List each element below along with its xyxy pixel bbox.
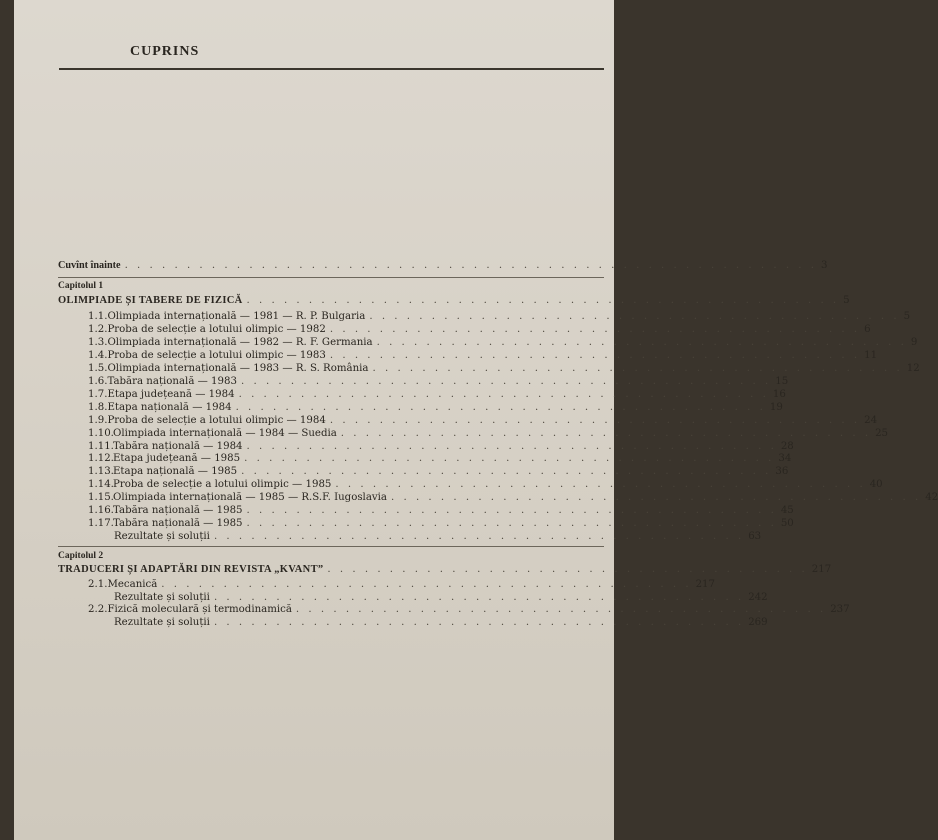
toc-entry-number: 1.16. xyxy=(88,505,114,517)
toc-entry xyxy=(88,504,794,517)
leader-dots: . . . . . . . . . . . . . . . . . . . . . . . . . . . . . . . . . . . . . . . . . . . xyxy=(213,591,745,603)
toc-entry xyxy=(88,349,878,362)
leader-dots: . . . . . . . . . . . . . . . . . . . . . . . . . . . . . . . . . . . . . . . . . . . xyxy=(213,531,745,543)
toc-page-number: 6 xyxy=(864,323,871,335)
toc-entry xyxy=(88,427,889,440)
chapter-label: Capitolul 2 xyxy=(58,551,104,561)
toc-entry-title: Etapa județeană — 1985 xyxy=(113,453,241,465)
divider xyxy=(58,277,604,278)
leader-dots: . . . . . . . . . . . . . . . . . . . . . . . . . . . . . . . . . . . . . . . . . . . xyxy=(372,362,903,374)
page-title: CUPRINS xyxy=(130,44,200,59)
toc-entry-title: Olimpiada internațională — 1984 — Suedia xyxy=(113,427,337,439)
toc-page-number: 237 xyxy=(830,604,850,615)
toc-entry-title: Rezultate și soluții xyxy=(114,591,210,603)
toc-entry-number: 1.2. xyxy=(88,323,108,335)
leader-dots: . . . . . . . . . . . . . . . . . . . . . . . . . . . . . . . . . . . . . . . . . . . xyxy=(329,414,861,426)
toc-page-number: 12 xyxy=(906,362,920,374)
leader-dots: . . . . . . . . . . . . . . . . . . . . . . . . . . . . . . . . . . . . . . . . . . . xyxy=(241,375,772,387)
toc-page-number: 28 xyxy=(780,440,794,452)
toc-page-number: 3 xyxy=(821,260,828,271)
toc-entry-number: 1.8. xyxy=(88,401,108,413)
toc-page-number: 45 xyxy=(780,505,794,517)
toc-entry-title: Olimpiada internațională — 1983 — R. S. România xyxy=(107,362,369,374)
toc-entry xyxy=(88,452,792,465)
toc-entry-title: Tabăra națională — 1983 xyxy=(107,375,237,387)
toc-entry-title: Etapa națională — 1984 xyxy=(107,401,232,413)
toc-entry-title: Mecanică xyxy=(107,579,158,590)
toc-page-number: 25 xyxy=(875,427,889,439)
toc-entry xyxy=(88,465,789,478)
toc-entry-title: Cuvînt înainte xyxy=(58,260,121,271)
toc-entry-title: Tabăra națională — 1985 xyxy=(113,518,243,530)
toc-entry-title: Olimpiada internațională — 1985 — R.S.F. Iugoslavia xyxy=(113,492,387,504)
leader-dots: . . . . . . . . . . . . . . . . . . . . . . . . . . . . . . . . . . . . . . . . . . . xyxy=(329,349,861,361)
leader-dots: . . . . . . . . . . . . . . . . . . . . . . . . . . . . . . . . . . . . . . . . . . . xyxy=(295,604,827,615)
toc-page-number: 42 xyxy=(925,492,938,504)
leader-dots: . . . . . . . . . . . . . . . . . . . . . . . . . . . . . . . . . . . . . . . . . . . xyxy=(340,427,872,439)
toc-entry-number: 1.11. xyxy=(88,440,114,452)
title-rule xyxy=(59,68,604,70)
chapter-title: TRADUCERI ȘI ADAPTĂRI DIN REVISTA „KVANT” xyxy=(58,564,324,575)
toc-entry xyxy=(88,517,794,530)
leader-dots: . . . . . . . . . . . . . . . . . . . . . . . . . . . . . . . . . . . . . . . . . . . xyxy=(238,388,769,400)
divider xyxy=(58,546,604,547)
toc-entry xyxy=(88,440,794,453)
toc-entry xyxy=(114,616,768,629)
toc-entry-title: Etapa națională — 1985 xyxy=(113,466,238,478)
toc-page-number: 36 xyxy=(775,466,789,478)
toc-page-number: 269 xyxy=(748,616,768,628)
toc-page-number: 16 xyxy=(772,388,786,400)
toc-entry-number: 1.4. xyxy=(88,349,108,361)
toc-page-number: 217 xyxy=(811,564,832,575)
toc-page-number: 5 xyxy=(843,295,850,306)
toc-entry-number: 1.3. xyxy=(88,336,108,348)
toc-page-number: 5 xyxy=(903,311,911,322)
leader-dots: . . . . . . . . . . . . . . . . . . . . . . . . . . . . . . . . . . . . . . . . . . . xyxy=(246,518,777,530)
toc-entry-title: Proba de selecție a lotului olimpic — 1985 xyxy=(113,479,332,491)
toc-page-number: 9 xyxy=(910,336,918,348)
chapter-heading xyxy=(58,294,850,307)
toc-entry-title: Proba de selecție a lotului olimpic — 1984 xyxy=(107,414,326,426)
toc-page-number: 63 xyxy=(748,531,762,543)
leader-dots: . . . . . . . . . . . . . . . . . . . . . . . . . . . . . . . . . . . . . . . . . . . xyxy=(246,505,777,517)
toc-entry-title: Rezultate și soluții xyxy=(114,531,210,543)
toc-page-number: 217 xyxy=(695,579,716,590)
toc-entry xyxy=(88,362,920,375)
toc-entry-number: 1.6. xyxy=(88,375,108,387)
leader-dots: . . . . . . . . . . . . . . . . . . . . . . . . . . . . . . . . . . . . . . . . . . . xyxy=(244,453,775,465)
toc-entry xyxy=(88,336,918,349)
leader-dots: . . . . . . . . . . . . . . . . . . . . . . . . . . . . . . . . . . . . . . . . . . . xyxy=(246,440,777,452)
book-page xyxy=(14,0,938,840)
toc-entry-title: Tabăra națională — 1984 xyxy=(113,440,243,452)
toc-page-number: 34 xyxy=(778,453,792,465)
leader-dots: . . . . . . . . . . . . . . . . . . . . . . . . . . . . . . . . . . . . . . . . . . . xyxy=(335,479,866,491)
toc-entry-title: Etapa județeană — 1984 xyxy=(107,388,235,400)
toc-entry xyxy=(88,388,786,401)
chapter-heading xyxy=(58,563,832,576)
leader-dots: . . . . . . . . . . . . . . . . . . . . . . . . . . . . . . . . . . . . . . . . . . . xyxy=(241,466,772,478)
toc-intro xyxy=(58,259,828,272)
toc-entry-title: Fizică moleculară și termodinamică xyxy=(107,604,292,615)
toc-page-number: 242 xyxy=(748,591,768,603)
toc-page-number: 24 xyxy=(864,414,878,426)
toc-entry-number: 2.1. xyxy=(88,579,108,590)
toc-page-number: 40 xyxy=(869,479,883,491)
toc-entry xyxy=(88,478,883,491)
toc-entry-title: Tabăra națională — 1985 xyxy=(113,505,243,517)
toc-entry-number: 1.5. xyxy=(88,362,108,374)
leader-dots: . . . . . . . . . . . . . . . . . . . . . . . . . . . . . . . . . . . . . . . . . . . . . . . . . . . . . . . . xyxy=(124,260,818,271)
toc-entry xyxy=(88,310,911,323)
chapter-label: Capitolul 1 xyxy=(58,281,104,291)
toc-entry-title: Proba de selecție a lotului olimpic — 1983 xyxy=(107,349,326,361)
leader-dots: . . . . . . . . . . . . . . . . . . . . . . . . . . . . . . . . . . . . . . . . . . . xyxy=(161,579,692,590)
toc-entry-title: Olimpiada internațională — 1982 — R. F. Germania xyxy=(107,336,373,348)
toc-page-number: 15 xyxy=(775,375,789,387)
leader-dots: . . . . . . . . . . . . . . . . . . . . . . . . . . . . . . . . . . . . . . . . . . . xyxy=(369,311,900,322)
toc-entry-number: 1.12. xyxy=(88,453,114,465)
toc-entry-number: 1.17. xyxy=(88,518,114,530)
toc-entry xyxy=(88,323,871,336)
toc-entry xyxy=(114,530,762,543)
toc-entry-number: 1.1. xyxy=(88,311,108,322)
toc-entry-title: Olimpiada internațională — 1981 — R. P. Bulgaria xyxy=(107,311,366,322)
leader-dots: . . . . . . . . . . . . . . . . . . . . . . . . . . . . . . . . . . . . . . . . . . . xyxy=(329,323,861,335)
leader-dots: . . . . . . . . . . . . . . . . . . . . . . . . . . . . . . . . . . . . . . . . . . . . . . . . xyxy=(246,295,840,306)
leader-dots: . . . . . . . . . . . . . . . . . . . . . . . . . . . . . . . . . . . . . . . xyxy=(327,564,808,575)
toc-page-number: 11 xyxy=(864,349,878,361)
toc-entry-number: 1.13. xyxy=(88,466,114,478)
toc-entry xyxy=(88,401,783,414)
toc-entry-number: 1.9. xyxy=(88,414,108,426)
toc-entry-title: Proba de selecție a lotului olimpic — 1982 xyxy=(107,323,326,335)
toc-entry xyxy=(88,491,938,504)
leader-dots: . . . . . . . . . . . . . . . . . . . . . . . . . . . . . . . . . . . . . . . . . . . xyxy=(390,492,922,504)
toc-entry xyxy=(114,591,768,604)
leader-dots: . . . . . . . . . . . . . . . . . . . . . . . . . . . . . . . . . . . . . . . . . . . xyxy=(213,616,745,628)
toc-page-number: 50 xyxy=(780,518,794,530)
toc-entry-number: 1.7. xyxy=(88,388,108,400)
toc-entry-number: 2.2. xyxy=(88,604,108,615)
toc-entry-number: 1.15. xyxy=(88,492,114,504)
toc-entry-title: Rezultate și soluții xyxy=(114,616,210,628)
toc-entry-number: 1.14. xyxy=(88,479,114,491)
toc-entry xyxy=(88,603,850,616)
toc-entry xyxy=(88,578,716,591)
toc-page-number: 19 xyxy=(769,401,783,413)
chapter-title: OLIMPIADE ȘI TABERE DE FIZICĂ xyxy=(58,295,243,306)
toc-entry xyxy=(88,414,878,427)
toc-entry xyxy=(88,375,789,388)
toc-entry-number: 1.10. xyxy=(88,427,114,439)
leader-dots: . . . . . . . . . . . . . . . . . . . . . . . . . . . . . . . . . . . . . . . . . . . xyxy=(376,336,907,348)
leader-dots: . . . . . . . . . . . . . . . . . . . . . . . . . . . . . . . . . . . . . . . . . . . xyxy=(235,401,766,413)
